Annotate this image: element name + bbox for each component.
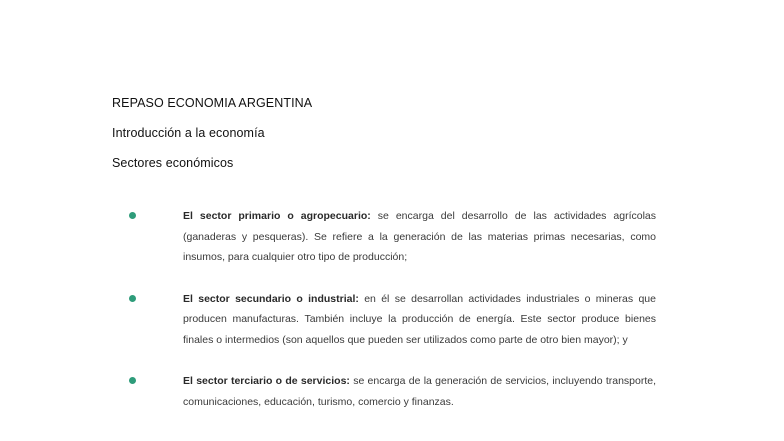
sector-description: se encarga del desarrollo de las actividades agrícolas (ganaderas y pesqueras). Se refiere a la generación de las materias primas necesarias, como insumos, para cualquier otro tipo de producción; <box>183 210 657 263</box>
sectors-bullet-list <box>126 206 656 412</box>
document-title: REPASO ECONOMIA ARGENTINA <box>112 96 313 110</box>
document-subtitle: Introducción a la economía <box>112 126 265 140</box>
bullet-dot-icon <box>129 377 136 384</box>
bullet-dot-icon <box>129 295 136 302</box>
list-item-secondary-sector <box>126 289 656 351</box>
sector-description: en él se desarrollan actividades industriales o mineras que producen manufacturas. También incluye la producción de energía. Este sector produce bienes finales o intermedios (son aquellos que pueden ser utilizados como parte de otro bien mayor); y <box>183 292 656 346</box>
list-item-tertiary-sector <box>126 371 656 412</box>
bullet-dot-icon <box>129 212 136 219</box>
section-heading: Sectores económicos <box>112 156 234 170</box>
sector-term: El sector terciario o de servicios: <box>183 375 350 387</box>
sector-term: El sector secundario o industrial: <box>183 292 359 305</box>
list-item-primary-sector <box>126 206 656 268</box>
sector-description: se encarga de la generación de servicios, incluyendo transporte, comunicaciones, educación, turismo, comercio y finanzas. <box>183 375 657 408</box>
sector-term: El sector primario o agropecuario: <box>183 210 371 222</box>
